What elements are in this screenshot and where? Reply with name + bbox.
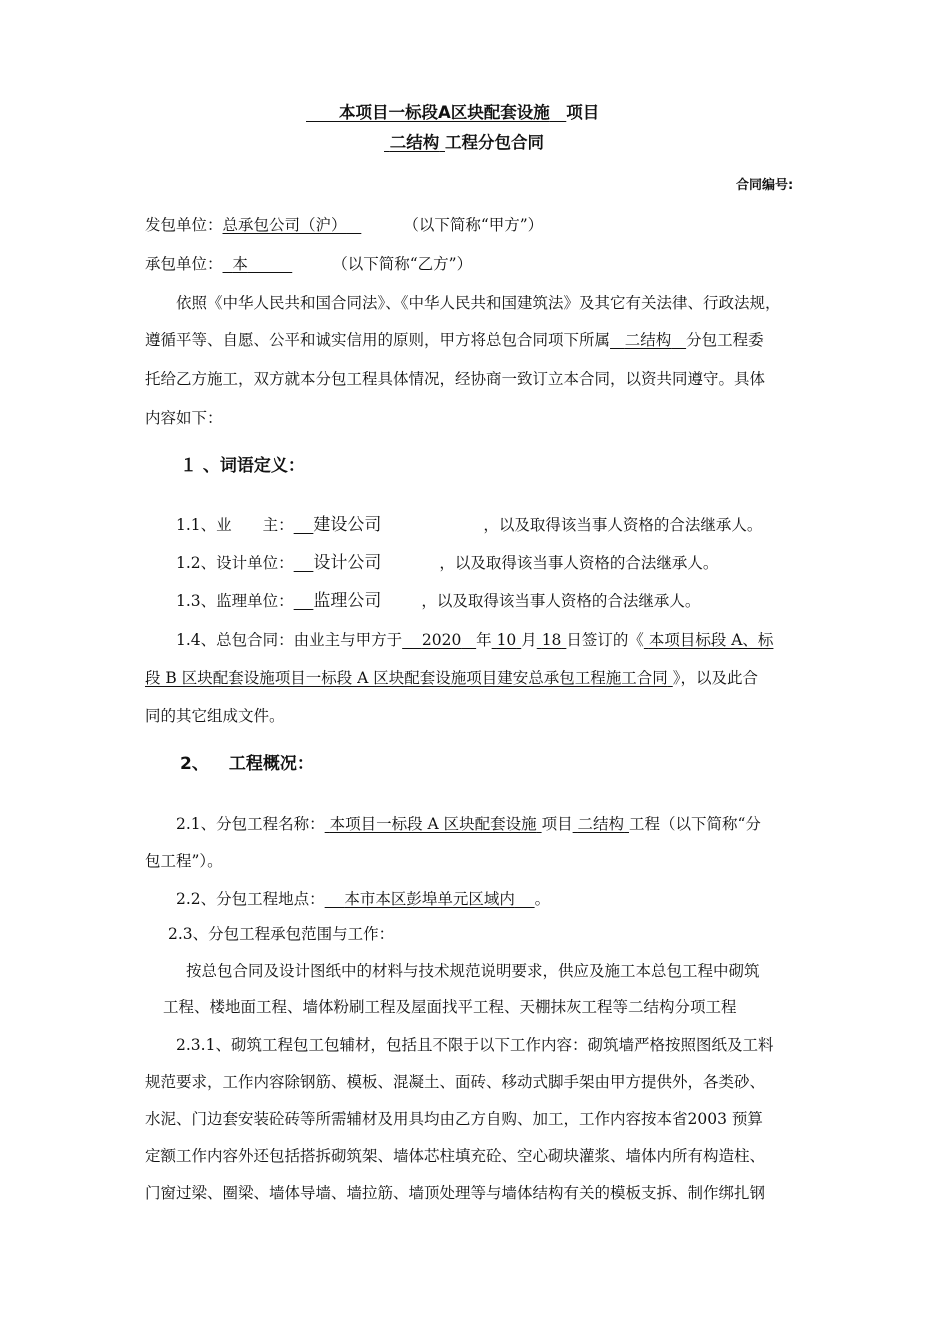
intro-scope-text: 二结构 [624,331,672,349]
supervisor-name: 监理公司 [313,591,382,611]
intro-scope [610,331,686,349]
definition-1-2-value [294,554,440,572]
employer-note: （以下简称“甲方”） [403,216,544,234]
intro-line-2c: 分包工程委 [686,331,764,349]
main-contract-name-2-text: 段 B 区块配套设施项目一标段 A 区块配套设施项目建安总承包工程施工合同 [145,669,668,687]
title-line-1 [306,102,599,124]
overview-2-1-label: 2.1、分包工程名称： [176,815,325,833]
contractor-value [223,255,293,273]
masonry-line-4: 定额工作内容外还包括搭拆砌筑架、墙体芯柱填充砼、空心砌块灌浆、墙体内所有构造柱、 [145,1147,766,1165]
title-line-2 [384,132,544,154]
intro-line-2 [145,329,764,351]
contract-year [402,631,476,649]
definition-1-3-suffix: ，以及取得该当事人资格的合法继承人。 [421,592,701,610]
definition-1-2 [176,552,718,574]
contractor-note: （以下简称“乙方”） [332,255,473,273]
definition-1-4-suffix: 》，以及此合 [672,669,758,687]
section-2-title: 工程概况： [228,754,314,774]
project-location [325,890,535,908]
section-2-number: 2、 [180,754,209,774]
year-char: 年 [476,631,492,649]
subcontract-scope-text: 二结构 [577,815,625,833]
overview-2-3: 2.3、分包工程承包范围与工作： [168,925,395,943]
definition-1-2-suffix: ，以及取得该当事人资格的合法继承人。 [439,554,719,572]
intro-line-4: 内容如下： [145,409,223,427]
section-1-heading: １ 、词语定义： [180,456,305,476]
intro-line-3: 托给乙方施工，双方就本分包工程具体情况，经协商一致订立本合同，以资共同遵守。具体 [145,370,766,388]
overview-2-2 [176,888,550,910]
masonry-line-5: 门窗过梁、圈梁、墙体导墙、墙拉筋、墙顶处理等与墙体结构有关的模板支拆、制作绑扎钢 [145,1184,766,1202]
intro-line-1: 依照《中华人民共和国合同法》、《中华人民共和国建筑法》及其它有关法律、行政法规， [176,294,781,312]
title-project-name [306,103,566,122]
definition-1-4-prefix: 1.4、总包合同：由业主与甲方于 [176,631,403,649]
masonry-line-1: 2.3.1、砌筑工程包工包辅材，包括且不限于以下工作内容：砌筑墙严格按照图纸及工料 [176,1036,774,1054]
employer-line [145,214,543,236]
title-scope-text: 二结构 [389,133,440,152]
definition-1-4-line-2 [145,667,758,689]
project-char: 项目 [541,815,573,833]
definition-1-1-suffix: ，以及取得该当事人资格的合法继承人。 [483,516,763,534]
overview-2-1-line-2: 包工程”）。 [145,852,223,870]
definition-1-4-line-1 [176,629,773,651]
definition-1-1-value [294,516,484,534]
employer-value [223,216,362,234]
title-contract-type: 工程分包合同 [445,133,544,152]
overview-2-1-line-1 [176,813,761,835]
employer-value-text: 总承包公司（沪） [222,216,347,234]
section-2-heading [180,753,314,775]
subcontract-project-text: 本项目一标段 A 区块配套设施 [329,815,537,833]
owner-name: 建设公司 [313,515,382,535]
contract-day-text: 18 [541,631,562,649]
contractor-label: 承包单位： [145,255,223,273]
overview-2-2-period: 。 [534,890,551,908]
intro-line-2a: 遵循平等、自愿、公平和诚实信用的原则，甲方将总包合同项下所属 [145,331,611,349]
day-char: 日签订的《 [566,631,644,649]
overview-2-1-suffix: 工程（以下简称“分 [629,815,761,833]
title-suffix: 项目 [566,103,600,122]
contract-day [537,631,567,649]
definition-1-1 [176,514,762,536]
definition-1-1-label: 1.1、业 主： [176,516,294,534]
definition-1-3-value [294,592,422,610]
title-project-text: 本项目一标段A区块配套设施 [339,103,550,122]
designer-name: 设计公司 [313,553,382,573]
contractor-line [145,253,472,275]
masonry-line-2: 规范要求，工作内容除钢筋、模板、混凝土、面砖、移动式脚手架由甲方提供外，各类砂、 [145,1073,766,1091]
main-contract-name-1-text: 本项目标段 A、标 [648,631,774,649]
contract-month [492,631,522,649]
employer-label: 发包单位： [145,216,223,234]
main-contract-name-part-1 [644,631,774,649]
contract-month-text: 10 [496,631,517,649]
definition-1-3 [176,590,700,612]
title-scope [384,133,445,152]
definition-1-3-label: 1.3、监理单位： [176,592,294,610]
definition-1-4-line-3: 同的其它组成文件。 [145,707,285,725]
masonry-line-3: 水泥、门边套安装砼砖等所需辅材及用具均由乙方自购、加工，工作内容按本省2003 预算 [145,1110,763,1128]
scope-paragraph-line-2: 工程、楼地面工程、墙体粉刷工程及屋面找平工程、天棚抹灰工程等二结构分项工程 [163,998,737,1016]
definition-1-2-label: 1.2、设计单位： [176,554,294,572]
contractor-value-text: 本 [232,255,248,273]
subcontract-project-name [325,815,542,833]
project-location-text: 本市本区彭埠单元区域内 [344,890,515,908]
month-char: 月 [521,631,537,649]
subcontract-scope [573,815,629,833]
main-contract-name-part-2 [145,669,673,687]
overview-2-2-label: 2.2、分包工程地点： [176,890,325,908]
scope-paragraph-line-1: 按总包合同及设计图纸中的材料与技术规范说明要求，供应及施工本总包工程中砌筑 [186,962,760,980]
contract-year-text: 2020 [421,631,462,649]
contract-number-label: 合同编号: [736,178,794,193]
